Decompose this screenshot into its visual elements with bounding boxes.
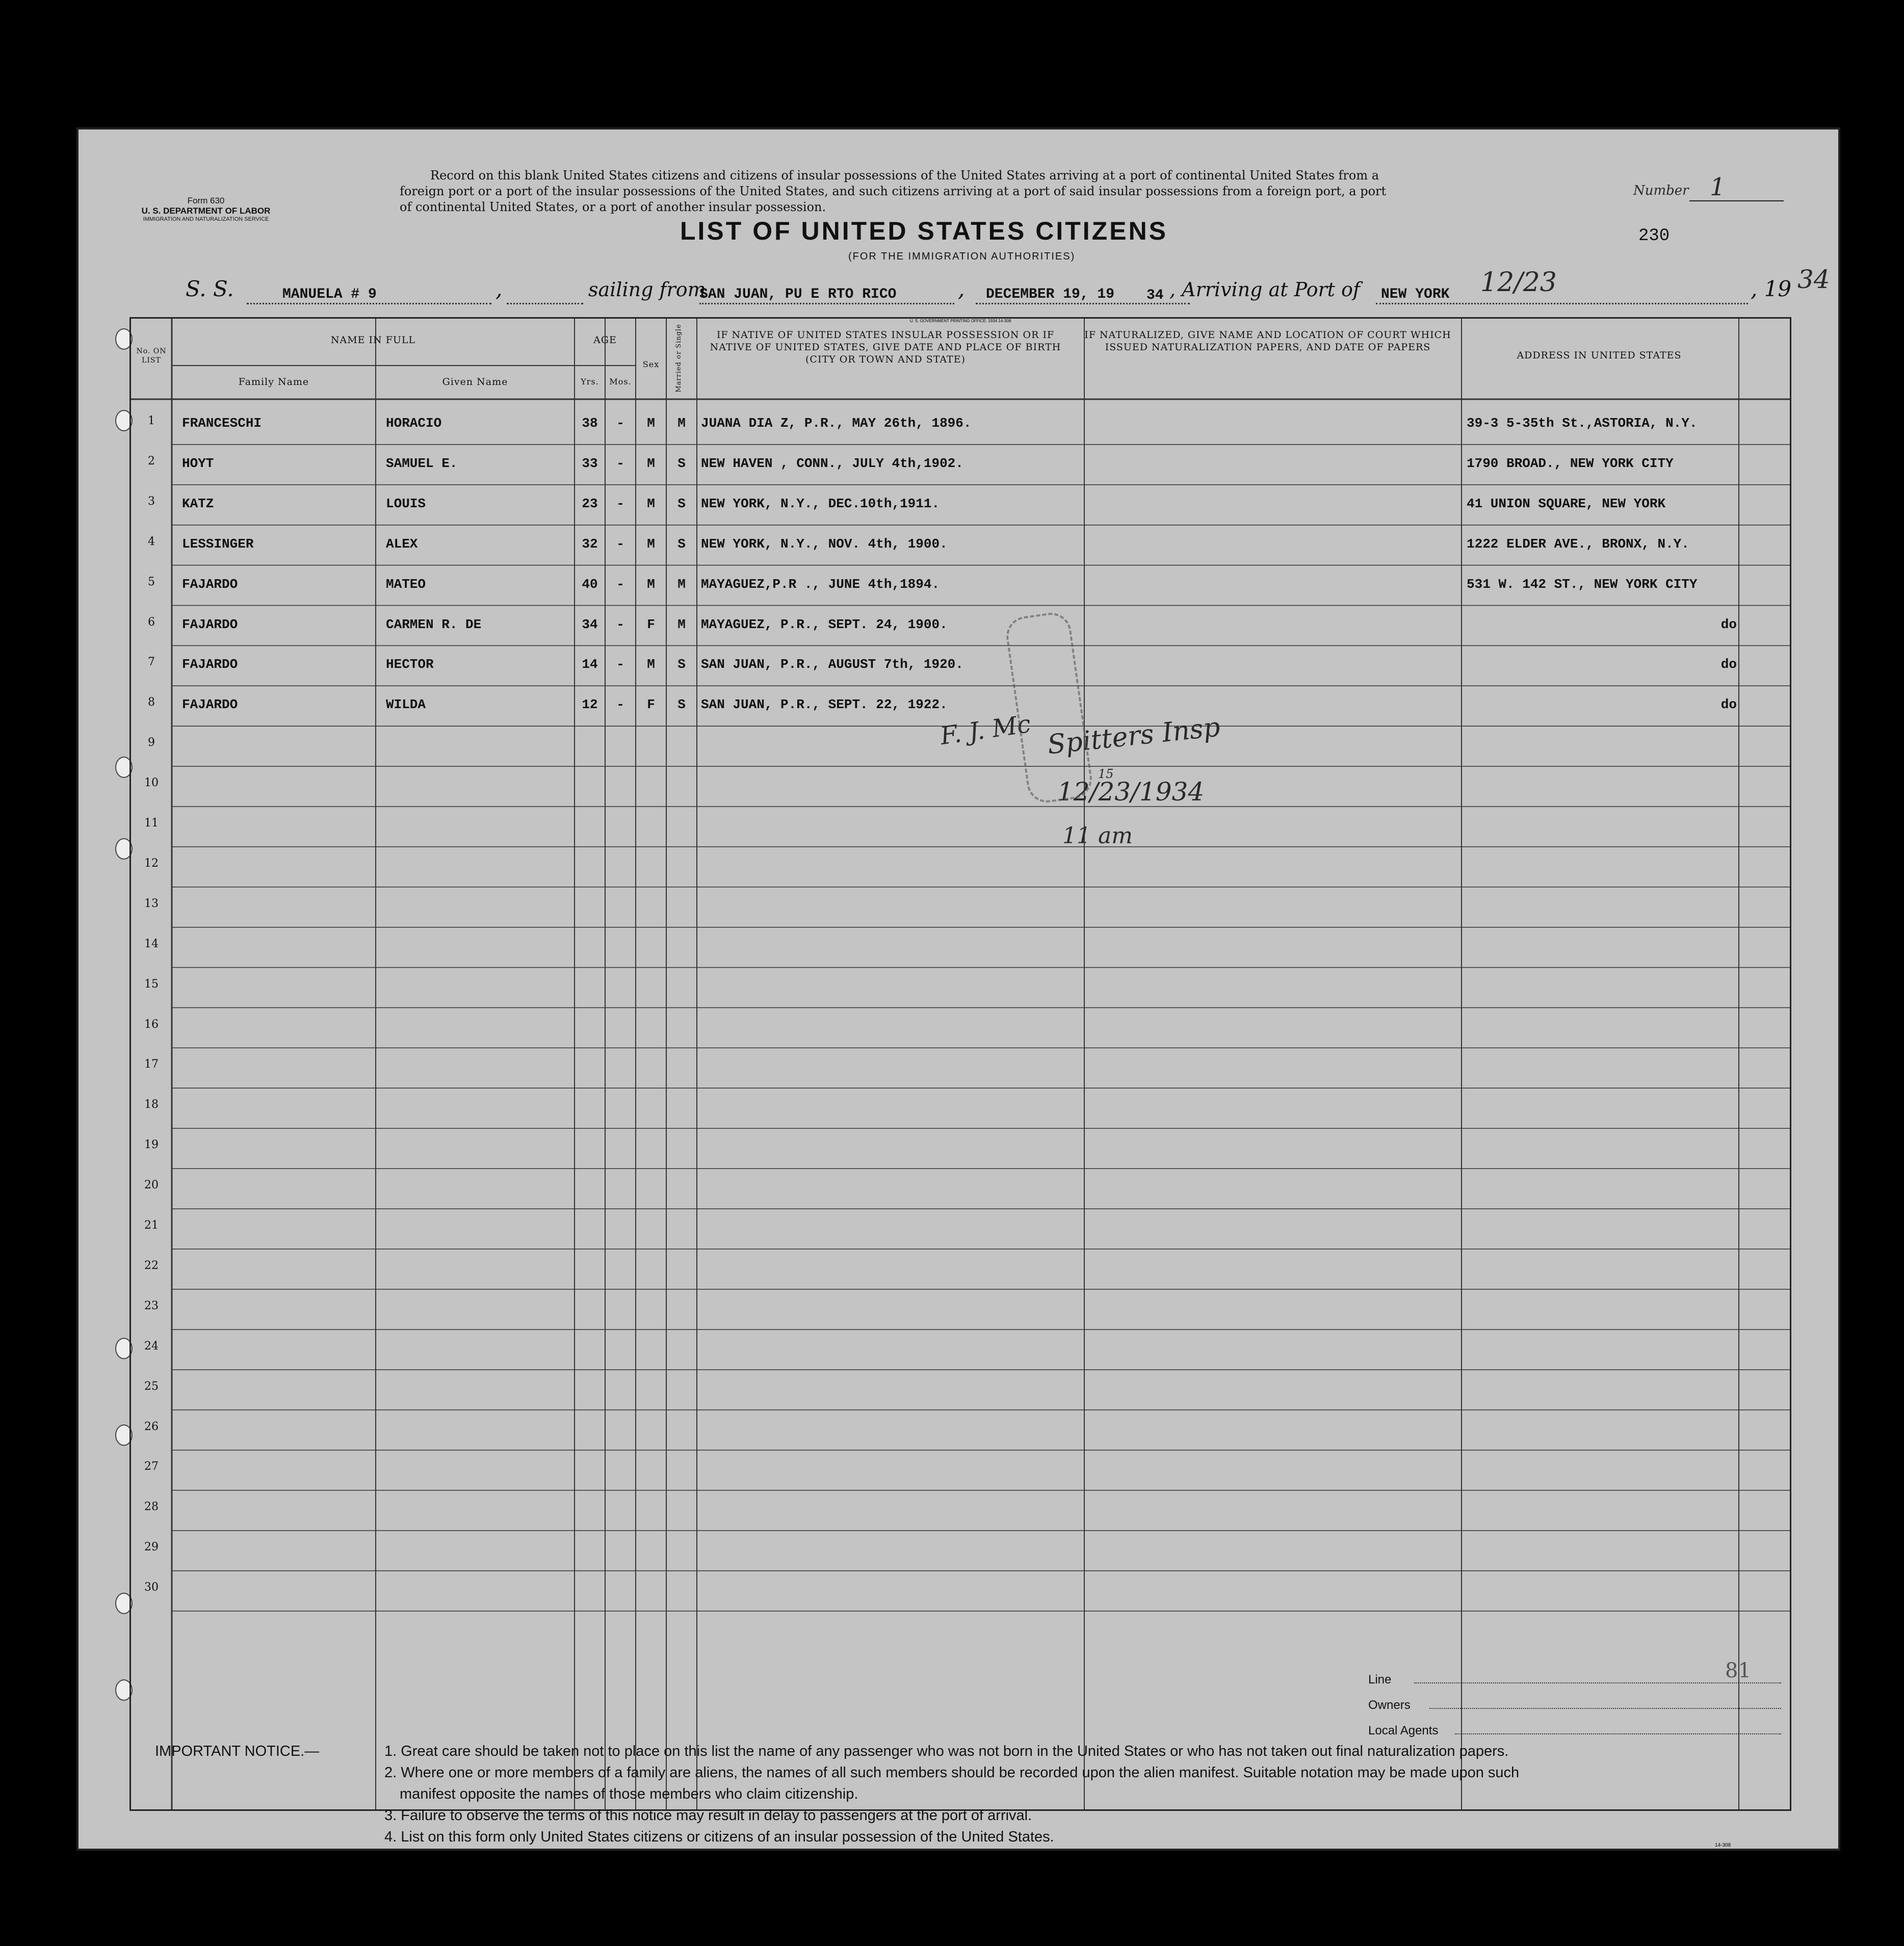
inspection-fraction: 15 [1098, 767, 1114, 781]
row-number: 16 [144, 1018, 159, 1031]
footer-fields [1368, 1669, 1786, 1746]
sailing-date: DECEMBER 19, 19 [986, 287, 1115, 302]
sailing-label: sailing from [588, 278, 706, 301]
line-field [1368, 1669, 1786, 1695]
page-subtitle: (FOR THE IMMIGRATION AUTHORITIES) [848, 251, 1076, 262]
printer-text: U. S. GOVERNMENT PRINTING OFFICE: 1934 14-308 [909, 319, 1011, 323]
record-line-1: Record on this blank United States citizens and citizens of insular possessions of the United States arriving at a port of continental United States from a [430, 168, 1379, 183]
age-years: 14 [582, 657, 598, 672]
arrival-underline [1376, 303, 1748, 304]
ship-underline-2 [507, 303, 583, 304]
birth-place-date: SAN JUAN, P.R., AUGUST 7th, 1920. [701, 657, 963, 672]
age-years: 32 [582, 536, 598, 552]
family-name: LESSINGER [182, 536, 254, 552]
col-no-on-list: No. ON LIST [136, 347, 167, 365]
row-number: 15 [144, 977, 159, 991]
sailing-underline [699, 303, 954, 304]
marital-status: S [677, 496, 686, 511]
age-years: 23 [582, 496, 598, 511]
row-number: 3 [148, 495, 155, 508]
age-years: 38 [582, 416, 598, 431]
col-age: AGE [593, 334, 617, 346]
row-number: 5 [148, 575, 155, 588]
row-number: 14 [144, 937, 159, 950]
age-months: - [616, 616, 624, 632]
col-address: ADDRESS IN UNITED STATES [1517, 350, 1682, 361]
us-address: 39-3 5-35th St.,ASTORIA, N.Y. [1467, 416, 1698, 431]
family-name: FRANCESCHI [182, 416, 262, 431]
age-months: - [616, 455, 624, 471]
rows-layer [131, 319, 1790, 1809]
given-name: WILDA [386, 697, 426, 713]
agents-label: Local Agents [1368, 1724, 1439, 1737]
row-number: 17 [144, 1058, 159, 1071]
given-name: HORACIO [386, 416, 442, 431]
notice-3: 3. Failure to observe the terms of this notice may result in delay to passengers at the port of arrival. [384, 1807, 1032, 1824]
given-name: MATEO [386, 576, 426, 592]
col-name-in-full: NAME IN FULL [330, 334, 416, 346]
row-number: 27 [144, 1460, 159, 1473]
line-underline [1414, 1682, 1781, 1683]
birth-place-date: NEW YORK, N.Y., DEC.10th,1911. [701, 496, 940, 511]
row-number: 18 [144, 1098, 159, 1111]
birth-place-date: JUANA DIA Z, P.R., MAY 26th, 1896. [701, 416, 972, 431]
row-number: 28 [144, 1500, 159, 1514]
family-name: FAJARDO [182, 697, 238, 713]
sex: M [647, 496, 655, 511]
sex: M [647, 657, 655, 672]
given-name: SAMUEL E. [386, 455, 458, 471]
notice-4: 4. List on this form only United States citizens or citizens of an insular possession of the United States. [384, 1829, 1054, 1845]
record-line-3: of continental United States, or a port of another insular possession. [400, 200, 826, 214]
sailing-year: 34 [1146, 288, 1164, 303]
service: IMMIGRATION AND NATURALIZATION SERVICE [143, 216, 269, 222]
arrival-year: 34 [1797, 265, 1830, 294]
row-number: 22 [144, 1259, 159, 1272]
ship-name: MANUELA # 9 [282, 287, 377, 302]
owners-label: Owners [1368, 1698, 1411, 1712]
row-number: 8 [148, 696, 155, 709]
number-field [1633, 173, 1786, 203]
us-address: 41 UNION SQUARE, NEW YORK [1467, 496, 1666, 511]
record-line-2: foreign port or a port of the insular possessions of the United States, and such citizens arriving at a port of said insular possessions from a foreign port, a port [400, 184, 1387, 198]
family-name: FAJARDO [182, 657, 238, 672]
row-number: 13 [144, 897, 159, 910]
family-name: FAJARDO [182, 616, 238, 632]
inspection-time: 11 am [1062, 823, 1133, 849]
col-sex: Sex [642, 359, 660, 369]
notice-heading: IMPORTANT NOTICE.— [155, 1743, 320, 1759]
marital-status: S [677, 455, 686, 471]
notice-2: 2. Where one or more members of a family are aliens, the names of all such members should be recorded upon the alien manifest. Suitable notation may be made upon such [384, 1765, 1520, 1781]
age-years: 40 [582, 576, 598, 592]
us-address: do [1720, 657, 1737, 672]
inspector-signature: F. J. Mc [938, 709, 1033, 751]
given-name: LOUIS [386, 496, 426, 511]
stamp-number: 230 [1638, 226, 1670, 246]
line-label: Line [1368, 1673, 1392, 1686]
col-birth: IF NATIVE OF UNITED STATES INSULAR POSSESSION OR IF NATIVE OF UNITED STATES, GIVE DATE AND PLACE OF BIRTH (CITY OR TOWN AND STATE) [710, 329, 1061, 365]
age-years: 34 [582, 616, 598, 632]
age-months: - [616, 496, 624, 511]
given-name: HECTOR [386, 657, 434, 672]
age-months: - [616, 697, 624, 713]
inspector-title: Spitters Insp [1046, 712, 1222, 761]
given-name: CARMEN R. DE [386, 616, 482, 632]
col-given-name: Given Name [442, 376, 508, 387]
agents-underline [1455, 1733, 1781, 1734]
age-years: 33 [582, 455, 598, 471]
family-name: KATZ [182, 496, 214, 511]
manifest-table [129, 317, 1791, 1811]
birth-place-date: MAYAGUEZ,P.R ., JUNE 4th,1894. [701, 576, 940, 592]
notice-block [384, 1741, 1802, 1848]
age-months: - [616, 536, 624, 552]
row-number: 21 [144, 1219, 159, 1232]
row-number: 25 [144, 1380, 159, 1393]
form-code: 14-308 [1715, 1843, 1731, 1848]
col-naturalized: IF NATURALIZED, GIVE NAME AND LOCATION OF COURT WHICH ISSUED NATURALIZATION PAPERS, AND DATE OF PAPERS [1084, 329, 1451, 353]
col-yrs: Yrs. [581, 377, 599, 386]
col-mos: Mos. [609, 377, 632, 386]
department: U. S. DEPARTMENT OF LABOR [141, 206, 271, 216]
sailing-from: SAN JUAN, PU E RTO RICO [699, 287, 897, 302]
given-name: ALEX [386, 536, 418, 552]
row-number: 7 [148, 656, 155, 669]
form-number: Form 630 [187, 196, 225, 205]
ship-underline [247, 303, 491, 304]
ship-comma: , [495, 276, 503, 301]
us-address: 1790 BROAD., NEW YORK CITY [1467, 455, 1674, 471]
marital-status: M [677, 616, 686, 632]
owners-underline [1429, 1708, 1781, 1709]
sex: M [647, 536, 655, 552]
age-years: 12 [582, 697, 598, 713]
age-months: - [616, 657, 624, 672]
row-number: 30 [144, 1581, 159, 1594]
us-address: 1222 ELDER AVE., BRONX, N.Y. [1467, 536, 1689, 552]
marital-status: M [677, 416, 686, 431]
col-family-name: Family Name [238, 376, 309, 387]
marital-status: S [677, 657, 686, 672]
number-label: Number [1633, 183, 1689, 198]
arriving-label: , Arriving at Port of [1169, 278, 1360, 301]
row-number: 1 [148, 414, 155, 427]
manifest-sheet [76, 127, 1840, 1851]
age-months: - [616, 416, 624, 431]
sailing-comma: , [958, 276, 965, 301]
family-name: HOYT [182, 455, 214, 471]
notice-1: 1. Great care should be taken not to place on this list the name of any passenger who was not born in the United States or who has not taken out final naturalization papers. [384, 1743, 1509, 1759]
row-number: 12 [144, 857, 159, 870]
birth-place-date: SAN JUAN, P.R., SEPT. 22, 1922. [701, 697, 948, 713]
sex: M [647, 576, 655, 592]
sex: M [647, 416, 655, 431]
birth-place-date: MAYAGUEZ, P.R., SEPT. 24, 1900. [701, 616, 948, 632]
row-number: 6 [148, 615, 155, 629]
row-number: 19 [144, 1138, 159, 1152]
year-prefix: , 19 [1751, 276, 1792, 301]
us-address: do [1720, 616, 1737, 632]
family-name: FAJARDO [182, 576, 238, 592]
row-number: 4 [148, 535, 155, 548]
owners-field [1368, 1695, 1786, 1720]
marital-status: S [677, 697, 686, 713]
number-underline [1689, 200, 1784, 201]
us-address: do [1720, 697, 1737, 713]
sex: F [647, 616, 655, 632]
row-number: 10 [144, 776, 159, 790]
inspection-date: 12/23/1934 [1057, 777, 1205, 807]
number-value: 1 [1710, 173, 1726, 201]
birth-place-date: NEW HAVEN , CONN., JULY 4th,1902. [701, 455, 963, 471]
sex: F [647, 697, 655, 713]
notice-2b: manifest opposite the names of those members who claim citizenship. [400, 1786, 858, 1802]
row-number: 11 [144, 817, 159, 829]
form-id-block [119, 196, 293, 222]
row-number: 26 [144, 1420, 159, 1433]
ss-label: S. S. [186, 276, 234, 301]
page-mark: 81 [1725, 1659, 1751, 1682]
marital-status: M [677, 576, 686, 592]
record-instructions [400, 168, 1613, 215]
age-months: - [616, 576, 624, 592]
arrival-date: 12/23 [1480, 267, 1557, 298]
sex: M [647, 455, 655, 471]
row-number: 29 [144, 1541, 159, 1554]
row-number: 23 [144, 1299, 159, 1312]
marital-status: S [677, 536, 686, 552]
row-number: 2 [148, 454, 155, 468]
birth-place-date: NEW YORK, N.Y., NOV. 4th, 1900. [701, 536, 948, 552]
page-title: LIST OF UNITED STATES CITIZENS [680, 217, 1168, 245]
us-address: 531 W. 142 ST., NEW YORK CITY [1467, 576, 1698, 592]
row-number: 20 [144, 1179, 159, 1192]
row-number: 24 [144, 1339, 159, 1353]
row-number: 9 [148, 736, 155, 749]
col-married-single: Married or Single [675, 324, 683, 393]
arrival-port: NEW YORK [1381, 287, 1450, 302]
